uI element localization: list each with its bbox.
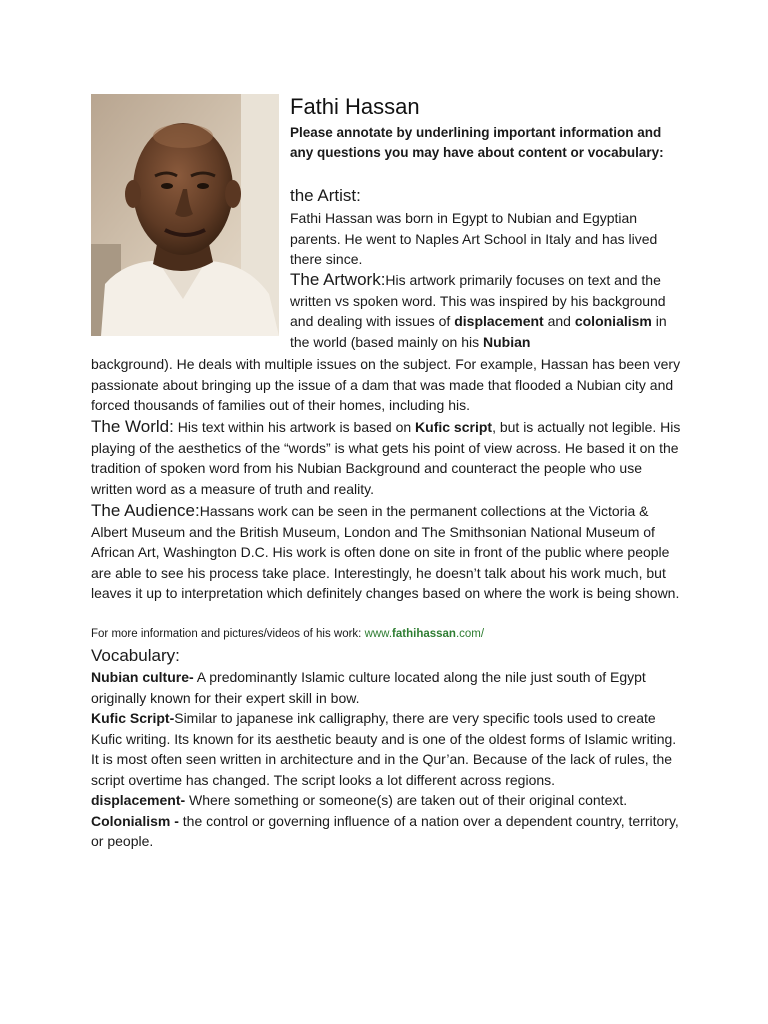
more-info-text: For more information and pictures/videos of his work: [91,628,365,640]
website-link-domain: fathihassan [392,628,456,640]
vocab-term: Kufic Script- [91,710,175,726]
artist-heading: the Artist: [290,186,361,205]
artwork-heading: The Artwork: [290,270,386,289]
annotation-instructions: Please annotate by underlining important information and any questions you may have about content or vocabulary: [290,125,664,160]
artist-portrait-image [91,94,279,336]
vocab-term: Nubian culture- [91,669,194,685]
artwork-paragraph-start [290,270,680,352]
vocab-definition: Where something or someone(s) are taken out of their original context. [185,792,628,808]
world-heading: The World: [91,417,174,436]
page-title: Fathi Hassan [290,94,420,119]
vocabulary-heading: Vocabulary: [91,646,180,665]
artwork-text-1: His artwork primarily focuses on text and the written vs spoken word. This was inspired by his background and dealing with issues of [290,272,666,329]
website-link-prefix: www. [364,628,393,640]
artwork-paragraph-end: background). He deals with multiple issues on the subject. For example, Hassan has been very passionate about bringing up the issue of a dam that was made that flooded a Nubian city and forced thousands of families out of their homes, including his. [91,356,681,413]
artist-paragraph: Fathi Hassan was born in Egypt to Nubian and Egyptian parents. He went to Naples Art School in Italy and has lived there since. [290,210,658,267]
vocab-term: Colonialism - [91,812,179,829]
term-kufic-script: Kufic script [415,419,493,435]
vocab-definition: Similar to japanese ink calligraphy, there are very specific tools used to create Kufic writing. Its known for its aesthetic beauty and is one of the oldest forms of Islamic writing. It is most often seen written in architecture and in the Qur’an. Because of the lack of rules, the script overtime has changed. The script looks a lot different across regions. [91,710,677,788]
audience-paragraph [91,501,681,604]
world-text-1: His text within his artwork is based on [173,419,416,435]
vocab-definition: the control or governing influence of a nation over a dependent country, territory, or people. [91,812,679,849]
vocab-definition: A predominantly Islamic culture located along the nile just south of Egypt originally known for their expert skill in bow. [91,669,646,706]
vocab-item-displacement [91,790,681,811]
world-text-2: , but is actually not legible. His playing of the aesthetics of the “words” is what gets his point of view across. He based it on the tradition of spoken word from his Nubian Background and counteract the people who use written word as a measure of truth and reality. [91,419,681,497]
more-info-line [91,626,681,642]
term-colonialism: colonialism [574,313,652,329]
audience-text: Hassans work can be seen in the permanent collections at the Victoria & Albert Museum and the British Museum, London and The Smithsonian National Museum of African Art, Washington D.C. His work is often done on site in front of the public where people are able to see his process take place. Interestingly, he doesn’t talk about his work much, but leaves it up to interpretation which definitely changes based on where the work is being shown. [91,503,680,601]
term-displacement: displacement [454,313,544,329]
vocab-item-kufic-script [91,708,681,790]
vocab-item-nubian-culture [91,667,681,708]
artwork-text-2: in the world (based mainly on his [290,313,667,350]
term-nubian: Nubian [483,333,531,350]
vocab-item-colonialism [91,811,681,852]
vocabulary-list [91,667,681,852]
world-paragraph [91,417,681,499]
artwork-text-and: and [543,313,571,329]
vocab-term: displacement- [91,792,186,808]
audience-heading: The Audience: [91,501,200,520]
website-link[interactable] [365,628,485,640]
website-link-suffix: .com/ [455,628,485,640]
